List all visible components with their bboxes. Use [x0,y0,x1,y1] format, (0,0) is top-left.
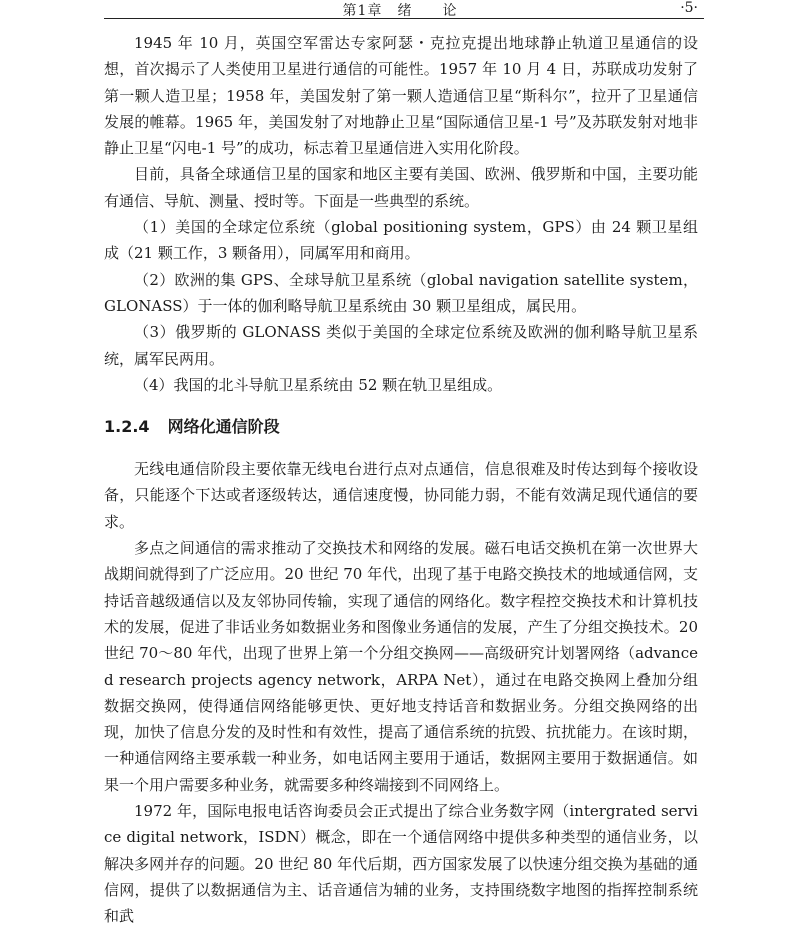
paragraph: 多点之间通信的需求推动了交换技术和网络的发展。磁石电话交换机在第一次世界大战期间就得到了广泛应用。20 世纪 70 年代，出现了基于电路交换技术的地域通信网，支持话音越级通信以及友邻协同传输，实现了通信的网络化。数字程控交换技术和计算机技术的发展，促进了非话业务如数据业务和图像业务通信的发展，产生了分组交换技术。20 世纪 70～80 年代，出现了世界上第一个分组交换网——高级研究计划署网络（advanced research projects agency network，ARPA Net），通过在电路交换网上叠加分组数据交换网，使得通信网络能够更快、更好地支持话音和数据业务。分组交换网络的出现，加快了信息分发的及时性和有效性，提高了通信系统的抗毁、抗扰能力。在该时期，一种通信网络主要承载一种业务，如电话网主要用于通话，数据网主要用于数据通信。如果一个用户需要多种业务，就需要多种终端接到不同网络上。 [104,539,698,794]
list-item: （3）俄罗斯的 GLONASS 类似于美国的全球定位系统及欧洲的伽利略导航卫星系统，属军民两用。 [104,323,698,368]
paragraph: 目前，具备全球通信卫星的国家和地区主要有美国、欧洲、俄罗斯和中国，主要功能有通信、导航、测量、授时等。下面是一些典型的系统。 [104,165,698,210]
paragraph: 无线电通信阶段主要依靠无线电台进行点对点通信，信息很难及时传达到每个接收设备，只能逐个下达或者逐级转达，通信速度慢，协同能力弱，不能有效满足现代通信的要求。 [104,460,698,531]
section-title: 网络化通信阶段 [167,417,280,437]
list-item: （2）欧洲的集 GPS、全球导航卫星系统（global navigation satellite system，GLONASS）于一体的伽利略导航卫星系统由 30 颗卫星组成，属民用。 [104,270,698,315]
page-number: ·5· [680,0,698,16]
header-rule [104,18,704,19]
section-number: 1.2.4 [104,417,150,437]
list-item: （1）美国的全球定位系统（global positioning system，GPS）由 24 颗卫星组成（21 颗工作，3 颗备用），同属军用和商用。 [104,218,698,263]
list-item: （4）我国的北斗导航卫星系统由 52 颗在轨卫星组成。 [134,375,503,394]
section-heading [104,416,698,438]
page-body [104,30,698,930]
chapter-title: 第1章 绪 论 [342,3,458,19]
paragraph: 1972 年，国际电报电话咨询委员会正式提出了综合业务数字网（intergrated service digital network，ISDN）概念，即在一个通信网络中提供多种类型的通信业务，以解决多网并存的问题。20 世纪 80 年代后期，西方国家发展了以快速分组交换为基础的通信网，提供了以数据通信为主、话音通信为辅的业务，支持围绕数字地图的指挥控制系统和武 [104,802,698,926]
paragraph: 1945 年 10 月，英国空军雷达专家阿瑟・克拉克提出地球静止轨道卫星通信的设想，首次揭示了人类使用卫星进行通信的可能性。1957 年 10 月 4 日，苏联成功发射了第一颗人造卫星；1958 年，美国发射了第一颗人造通信卫星“斯科尔”，拉开了卫星通信发展的帷幕。1965 年，美国发射了对地静止卫星“国际通信卫星-1 号”及苏联发射对地非静止卫星“闪电-1 号”的成功，标志着卫星通信进入实用化阶段。 [104,34,698,158]
running-header [0,0,800,22]
